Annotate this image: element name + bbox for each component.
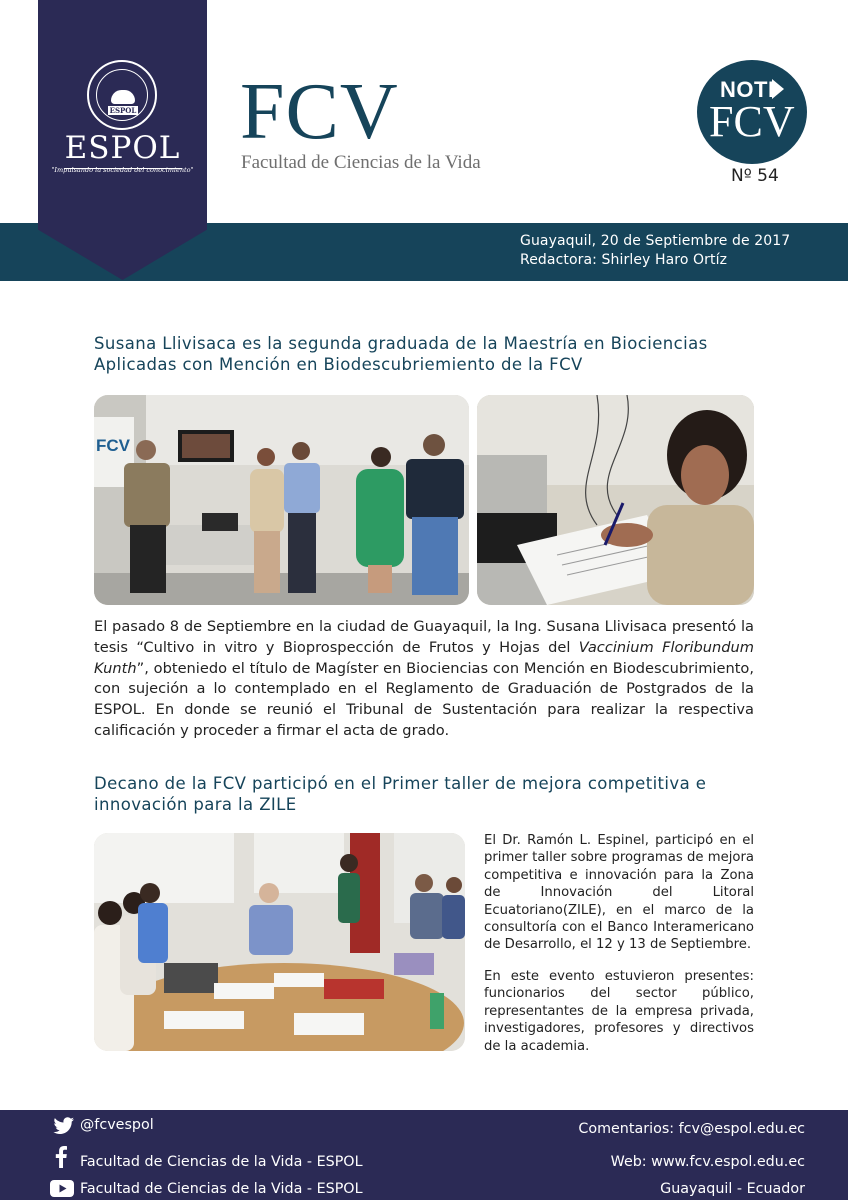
article-1-signing-photo [477, 395, 754, 605]
website-link[interactable]: Web: www.fcv.espol.edu.ec [610, 1154, 805, 1170]
espol-logo-text: ESPOL [64, 130, 181, 166]
article-2-headline: Decano de la FCV participó en el Primer taller de mejora competitiva e innovación para la ZILE [94, 774, 707, 814]
article-2-workshop-photo [94, 833, 465, 1051]
turtle-icon [111, 90, 135, 104]
wall-sign-text: FCV [96, 436, 130, 455]
article-1-headline: Susana Llivisaca es la segunda graduada de la Maestría en Biociencias Aplicadas con Mención en Biodescubriemiento de la FCV [94, 334, 708, 374]
facebook-icon[interactable] [55, 1146, 67, 1172]
article-2-paragraph-1: El Dr. Ramón L. Espinel, participó en el primer taller sobre programas de mejora competitiva e innovación para la Zona de Innovación del Litoral Ecuatoriano(ZILE), en el marco de la consultoría con el Banco Interamericano de Desarrollo, el 12 y 13 de Septiembre. [484, 833, 754, 953]
newsletter-subtitle: Facultad de Ciencias de la Vida [241, 152, 481, 173]
article-1-group-photo [94, 395, 469, 605]
article-1-body-end: ”, obteniedo el título de Magíster en Biociencias con Mención en Biodescubrimiento, con sujeción a lo contemplado en el Reglamento de Graduación de Postgrados de la ESPOL. En donde se reunió el Tribunal de Sustentación para realizar la respectiva calificación y proceder a firmar el acta de grado. [94, 659, 754, 739]
seal-ring [96, 69, 148, 121]
badge-noti-text: NOTI [720, 77, 775, 102]
youtube-icon[interactable] [50, 1180, 74, 1200]
seal-text: ESPOL [109, 106, 137, 115]
workshop-photo-scene [94, 833, 465, 1051]
author-line: Redactora: Shirley Haro Ortíz [520, 252, 728, 268]
facebook-page[interactable]: Facultad de Ciencias de la Vida - ESPOL [80, 1154, 363, 1170]
twitter-handle[interactable]: @fcvespol [80, 1117, 154, 1133]
badge-fcv-text: FCV [709, 97, 795, 146]
article-1-body [94, 617, 754, 742]
article-1-body-start: El pasado 8 de Septiembre en la ciudad de Guayaquil, la Ing. Susana Llivisaca presentó la tesis “Cultivo in vitro y Bioprospección de Frutos y Hojas del [94, 618, 754, 656]
espol-seal-icon [87, 60, 157, 130]
twitter-icon[interactable] [53, 1117, 75, 1139]
youtube-channel[interactable]: Facultad de Ciencias de la Vida - ESPOL [80, 1181, 363, 1197]
issue-number: Nº 54 [731, 166, 779, 186]
group-photo-scene [94, 395, 469, 605]
espol-motto: "Impulsando la sociedad del conocimiento" [51, 166, 194, 174]
newsletter-title: FCV [240, 68, 399, 156]
issue-info [520, 232, 790, 270]
location-text: Guayaquil - Ecuador [660, 1181, 805, 1197]
date-line: Guayaquil, 20 de Septiembre de 2017 [520, 233, 791, 249]
contact-email[interactable]: Comentarios: fcv@espol.edu.ec [578, 1121, 805, 1137]
species-name: Vaccinium Floribundum Kunth [94, 638, 754, 677]
arrow-right-icon [772, 79, 784, 99]
article-2-paragraph-2: En este evento estuvieron presentes: funcionarios del sector público, representantes de la empresa privada, investigadores, profesores y directivos de la academia. [484, 969, 754, 1054]
signing-photo-scene [477, 395, 754, 605]
